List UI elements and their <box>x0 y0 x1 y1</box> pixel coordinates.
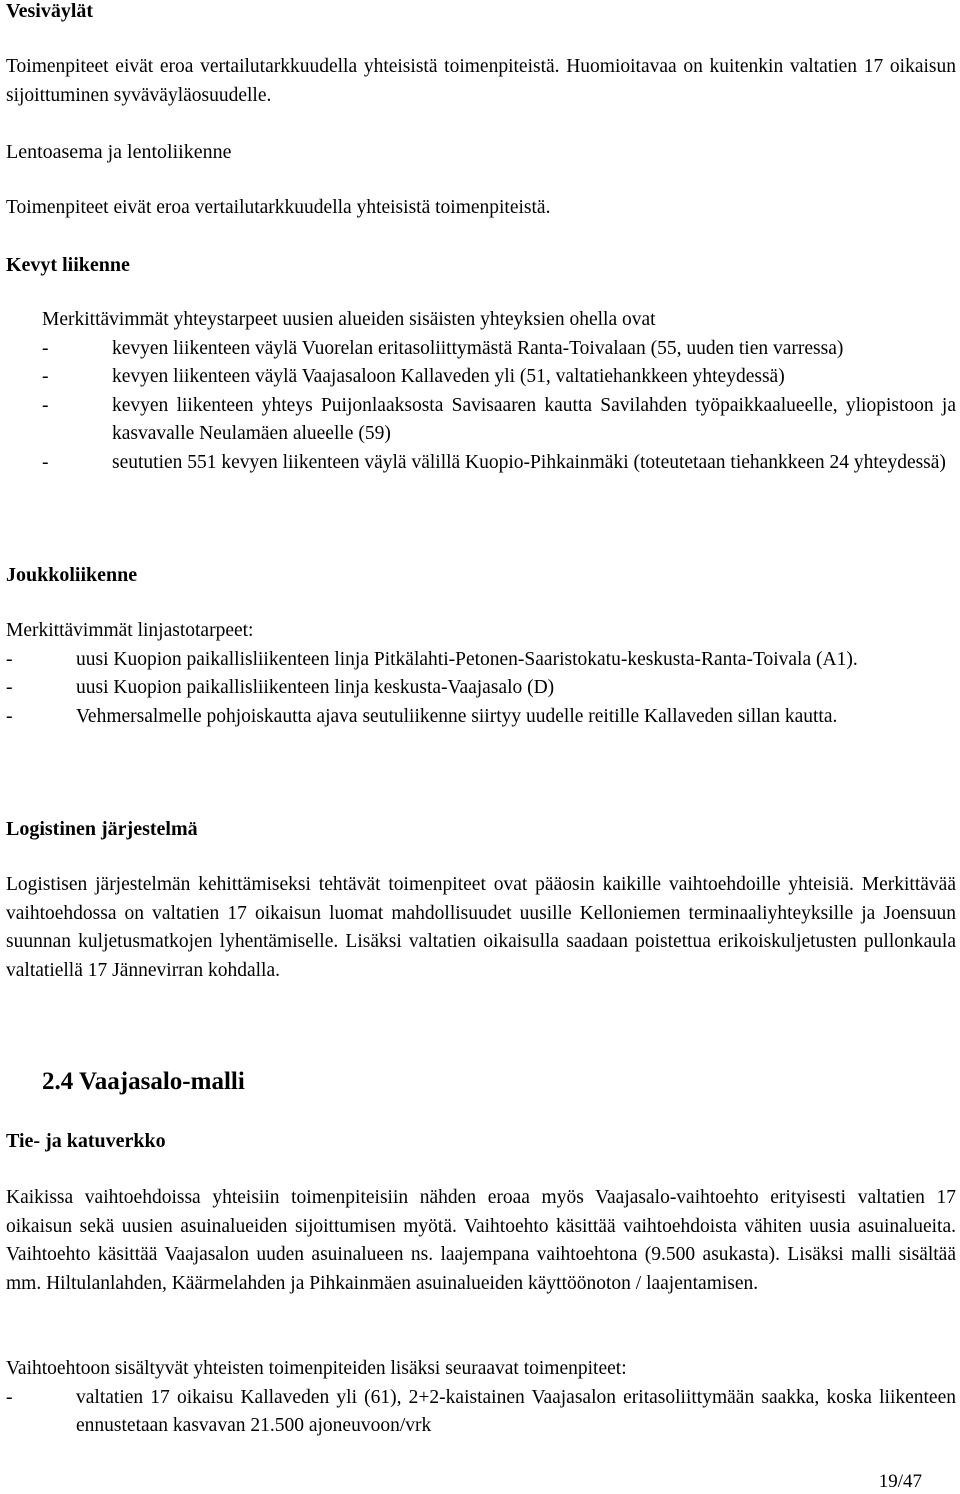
list-item-text: Vehmersalmelle pohjoiskautta ajava seutuliikenne siirtyy uudelle reitille Kallaveden sillan kautta. <box>76 705 838 727</box>
page-number: 19/47 <box>878 1471 922 1492</box>
joukko-list <box>6 646 956 732</box>
heading-logistinen: Logistinen järjestelmä <box>6 818 198 840</box>
list-dash: - <box>6 677 13 698</box>
kevyt-liikenne-block <box>42 306 956 477</box>
para-tie-katuverkko: Kaikissa vaihtoehdoissa yhteisiin toimenpiteisiin nähden eroaa myös Vaajasalo-vaihtoehto erityisesti valtatien 17 oikaisun sekä uusien asuinalueiden sijoittumisen myötä. Vaihtoehto käsittää vaihtoehdoista vähiten uusia asuinalueita. Vaihtoehto käsittää Vaajasalon uuden asuinalueen ns. laajempana vaihtoehtona (9.500 asukasta). Lisäksi malli sisältää mm. Hiltulanlahden, Käärmelahden ja Pihkainmäen asuinalueiden käyttöönoton / laajentamisen. <box>6 1187 956 1294</box>
kevyt-list <box>42 335 956 478</box>
tie-intro: Vaihtoehtoon sisältyvät yhteisten toimenpiteiden lisäksi seuraavat toimenpiteet: <box>6 1358 627 1379</box>
list-item <box>42 363 956 392</box>
heading-joukkoliikenne: Joukkoliikenne <box>6 564 138 586</box>
tie-toimenpiteet-block <box>6 1355 956 1441</box>
list-dash: - <box>42 337 49 359</box>
para-lentoasema: Toimenpiteet eivät eroa vertailutarkkuudella yhteisistä toimenpiteistä. <box>6 197 551 218</box>
list-item <box>42 449 956 478</box>
para-vesivaylat: Toimenpiteet eivät eroa vertailutarkkuudella yhteisistä toimenpiteistä. Huomioitavaa on kuitenkin valtatien 17 oikaisun sijoittuminen syväväyläosuudelle. <box>6 56 956 106</box>
kevyt-intro: Merkittävimmät yhteystarpeet uusien alueiden sisäisten yhteyksien ohella ovat <box>42 309 656 330</box>
list-item-text: kevyen liikenteen väylä Vaajasaloon Kallaveden yli (51, valtatiehankkeen yhteydessä) <box>112 366 785 387</box>
list-item <box>6 1384 956 1441</box>
list-item <box>6 646 956 675</box>
heading-lentoasema: Lentoasema ja lentoliikenne <box>6 141 232 163</box>
list-dash: - <box>42 394 49 416</box>
list-item-text: kevyen liikenteen yhteys Puijonlaaksosta Savisaaren kautta Savilahden työpaikkaalueelle, yliopistoon ja kasvavalle Neulamäen alueelle (59) <box>112 394 956 444</box>
list-item-text: uusi Kuopion paikallisliikenteen linja keskusta-Vaajasalo (D) <box>76 677 555 698</box>
heading-tie-katuverkko: Tie- ja katuverkko <box>6 1130 166 1152</box>
list-item <box>6 703 956 732</box>
joukko-intro: Merkittävimmät linjastotarpeet: <box>6 620 254 641</box>
list-dash: - <box>6 1386 13 1408</box>
list-dash: - <box>6 648 13 670</box>
list-dash: - <box>6 705 13 727</box>
heading-vesivaylat: Vesiväylät <box>6 0 94 22</box>
tie-list <box>6 1384 956 1441</box>
list-dash: - <box>42 366 49 387</box>
list-item <box>42 335 956 364</box>
list-dash: - <box>42 451 49 473</box>
section-title-vaajasalo-malli: 2.4 Vaajasalo-malli <box>42 1068 245 1095</box>
list-item <box>42 392 956 449</box>
list-item-text: uusi Kuopion paikallisliikenteen linja Pitkälahti-Petonen-Saaristokatu-keskusta-Ranta-Toivala (A1). <box>76 648 858 670</box>
joukkoliikenne-block <box>6 617 956 731</box>
list-item-text: seututien 551 kevyen liikenteen väylä välillä Kuopio-Pihkainmäki (toteutetaan tiehankkeen 24 yhteydessä) <box>112 451 946 473</box>
list-item <box>6 674 956 703</box>
list-item-text: valtatien 17 oikaisu Kallaveden yli (61), 2+2-kaistainen Vaajasalon eritasoliittymään saakka, koska liikenteen ennustetaan kasvavan 21.500 ajoneuvoon/vrk <box>76 1386 956 1436</box>
list-item-text: kevyen liikenteen väylä Vuorelan eritasoliittymästä Ranta-Toivalaan (55, uuden tien varressa) <box>112 337 844 359</box>
para-logistinen: Logistisen järjestelmän kehittämiseksi tehtävät toimenpiteet ovat pääosin kaikille vaihtoehdoille yhteisiä. Merkittävää vaihtoehdossa on valtatien 17 oikaisun luomat mahdollisuudet uusille Kelloniemen terminaaliyhteyksille ja Joensuun suunnan kuljetusmatkojen lyhentämiselle. Lisäksi valtatien oikaisulla saadaan poistettua erikoiskuljetusten pullonkaula valtatiellä 17 Jännevirran kohdalla. <box>6 874 956 981</box>
heading-kevyt-liikenne: Kevyt liikenne <box>6 254 130 276</box>
